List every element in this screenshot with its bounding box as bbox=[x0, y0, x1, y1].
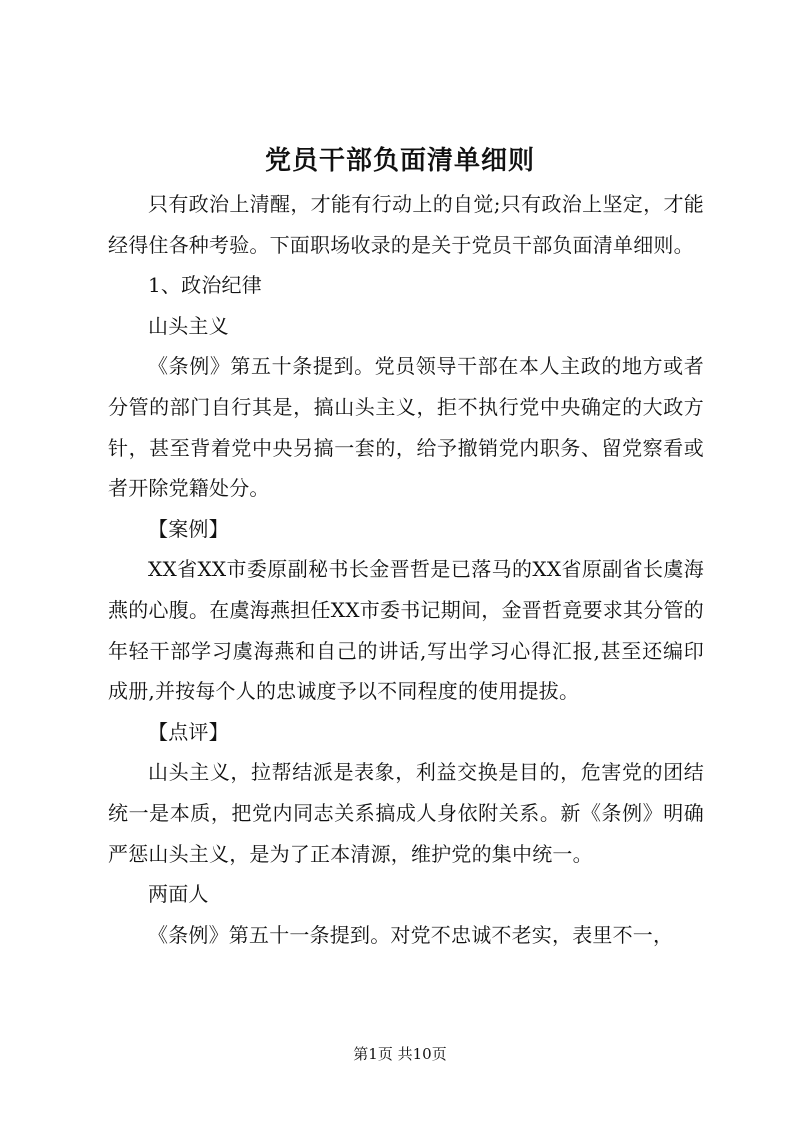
paragraph-commentary: 山头主义，拉帮结派是表象，利益交换是目的，危害党的团结统一是本质，把党内同志关系搞成人身依附关系。新《条例》明确严惩山头主义，是为了正本清源，维护党的集中统一。 bbox=[108, 760, 704, 866]
page-number-footer: 第1页 共10页 bbox=[353, 1045, 447, 1063]
label-case: 【案例】 bbox=[148, 516, 229, 541]
label-commentary: 【点评】 bbox=[148, 719, 229, 744]
paragraph-regulation-article-50: 《条例》第五十条提到。党员领导干部在本人主政的地方或者分管的部门自行其是，搞山头主义，拒不执行党中央确定的大政方针，甚至背着党中央另搞一套的，给予撤销党内职务、留党察看或者开除党籍处分。 bbox=[108, 354, 704, 501]
paragraph-intro: 只有政治上清醒，才能有行动上的自觉;只有政治上坚定，才能经得住各种考验。下面职场收录的是关于党员干部负面清单细则。 bbox=[108, 192, 704, 257]
document-title: 党员干部负面清单细则 bbox=[264, 146, 535, 176]
subheading-factionalism: 山头主义 bbox=[148, 313, 229, 338]
paragraph-case-description: XX省XX市委原副秘书长金晋哲是已落马的XX省原副省长虞海燕的心腹。在虞海燕担任XX市委书记期间，金晋哲竟要求其分管的年轻干部学习虞海燕和自己的讲话,写出学习心得汇报,甚至还编印成册,并按每个人的忠诚度予以不同程度的使用提拔。 bbox=[108, 557, 704, 704]
paragraph-regulation-article-51: 《条例》第五十一条提到。对党不忠诚不老实，表里不一， bbox=[148, 922, 674, 947]
subheading-two-faced: 两面人 bbox=[148, 882, 209, 907]
document-body bbox=[108, 184, 704, 955]
section-heading-political-discipline: 1、政治纪律 bbox=[148, 273, 262, 298]
